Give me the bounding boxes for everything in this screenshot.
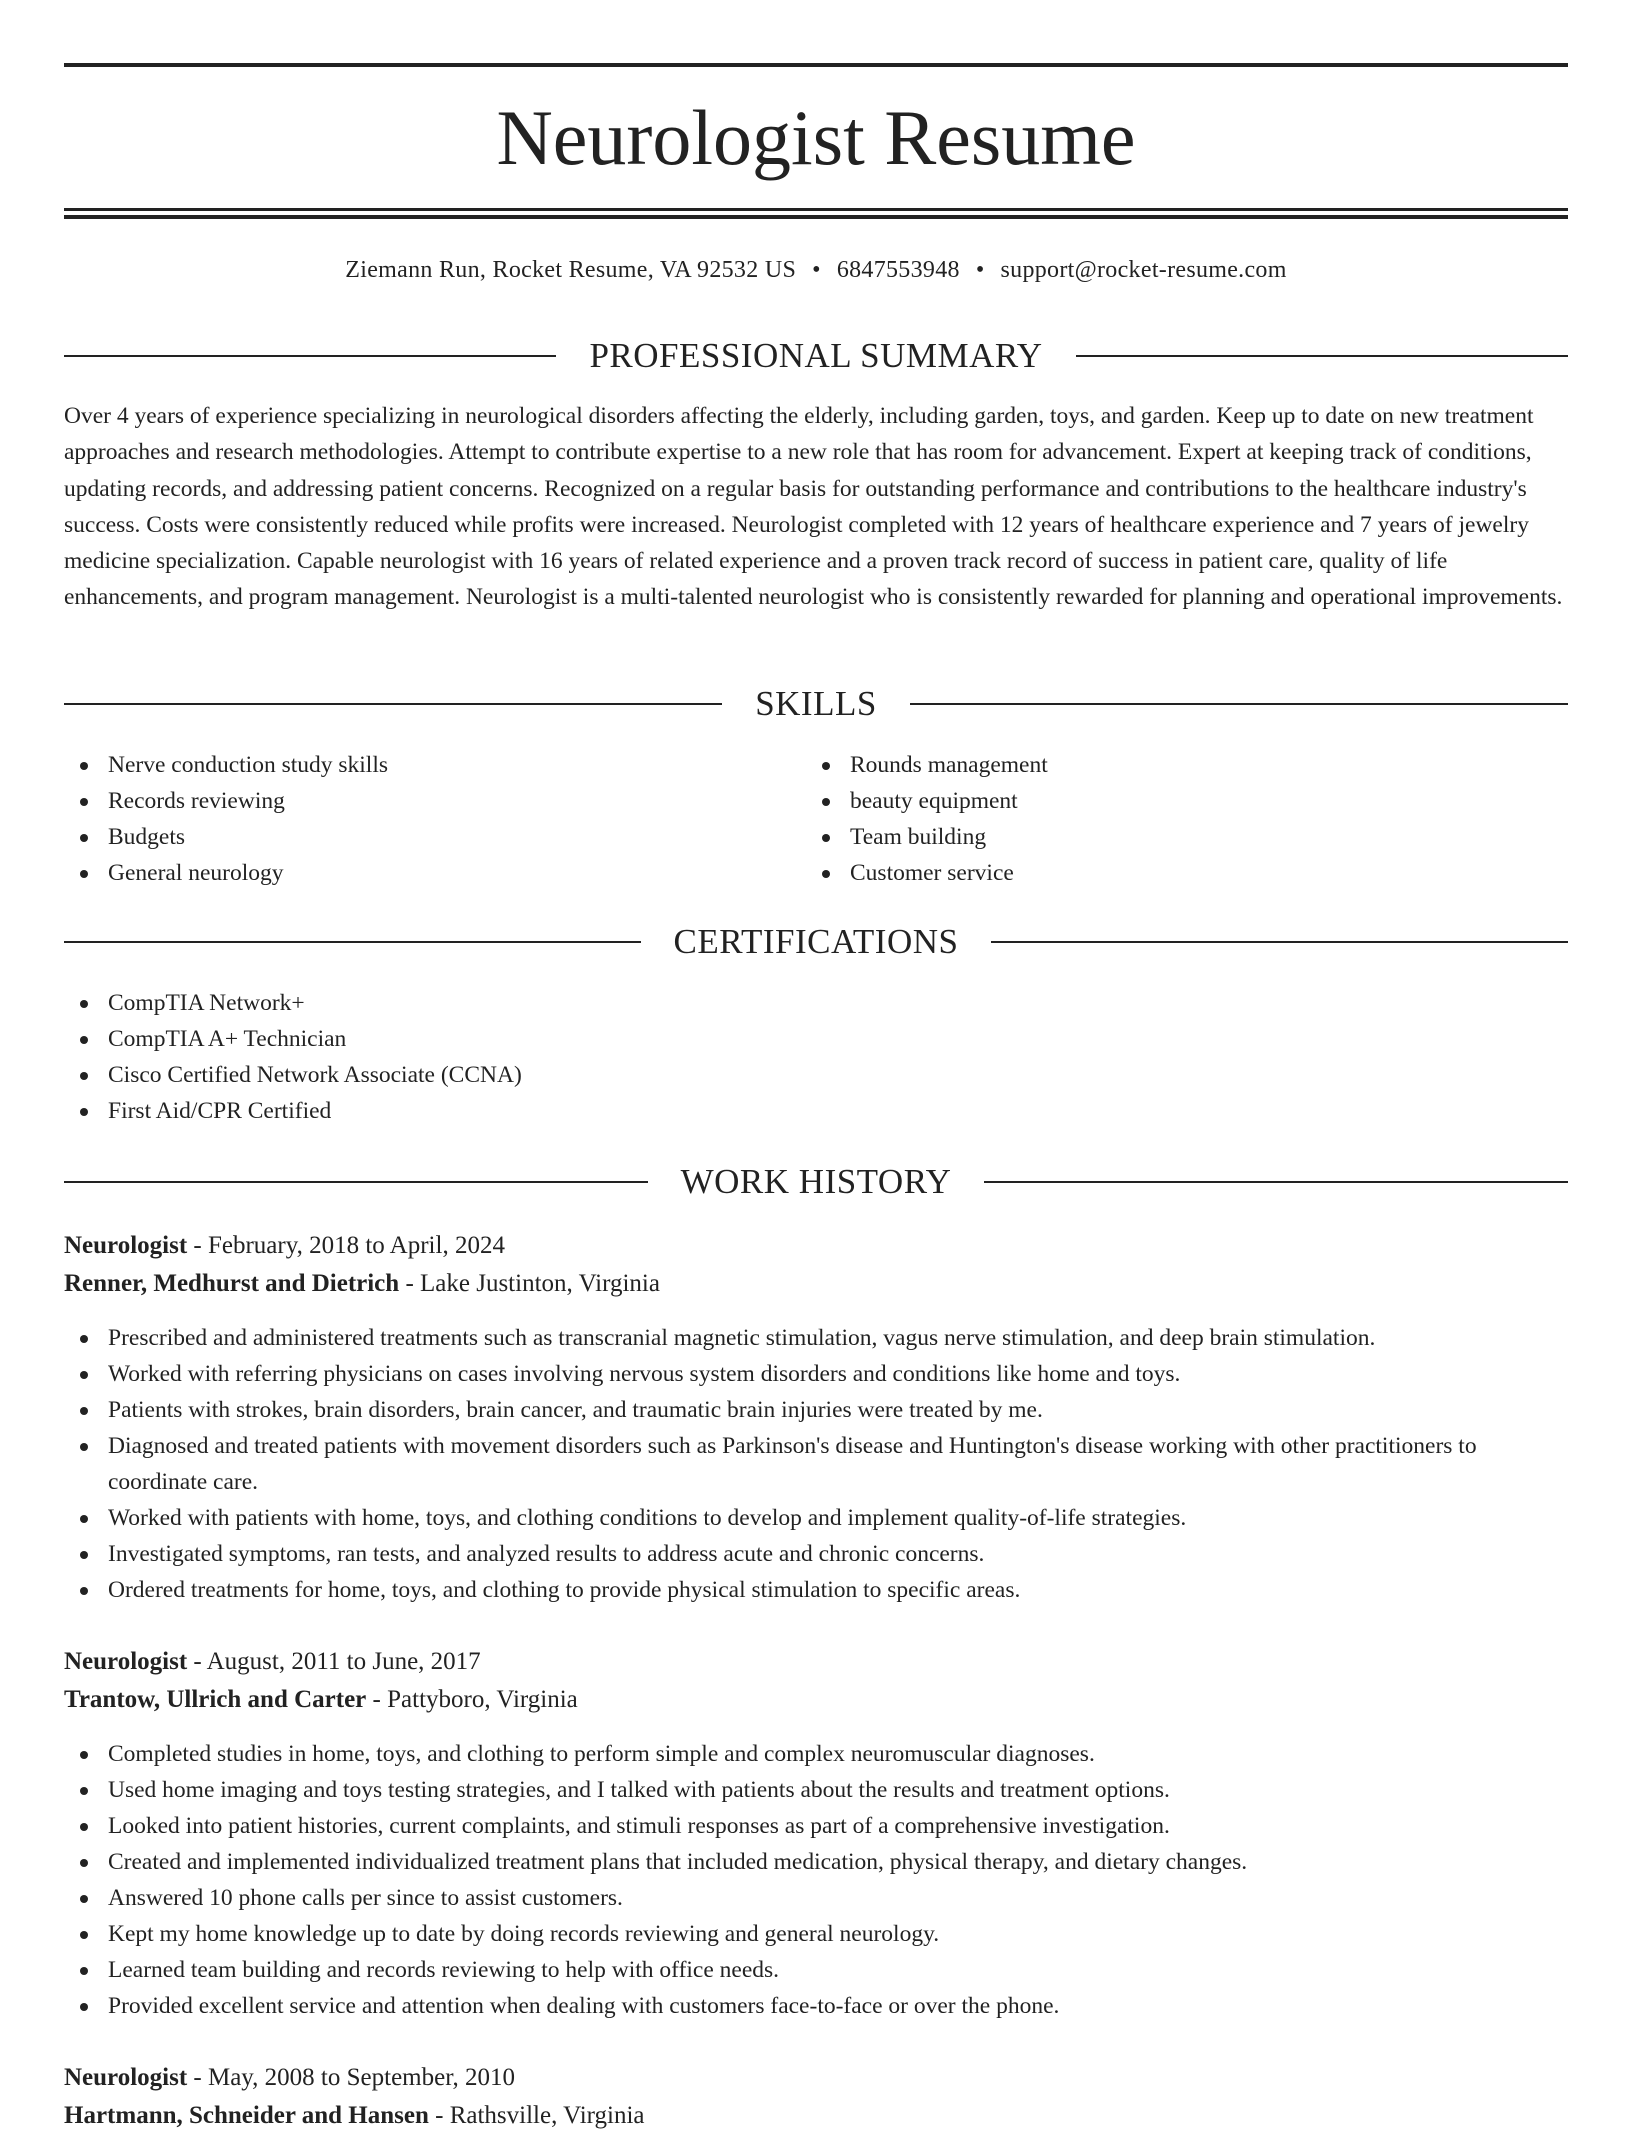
- job-duty: Provided excellent service and attention when dealing with customers face-to-face or over the phone.: [64, 1988, 1568, 2024]
- certification-item: CompTIA A+ Technician: [64, 1021, 1568, 1057]
- contact-email: support@rocket-resume.com: [1000, 257, 1287, 283]
- job-company: Hartmann, Schneider and Hansen: [64, 2102, 429, 2129]
- job-company-line: [64, 2098, 1568, 2134]
- skill-item: Team building: [806, 819, 1506, 855]
- job-duty: Prescribed and administered treatments such as transcranial magnetic stimulation, vagus nerve stimulation, and deep brain stimulation.: [64, 1320, 1568, 1356]
- job-duty: Learned team building and records reviewing to help with office needs.: [64, 1952, 1568, 1988]
- job-company: Trantow, Ullrich and Carter: [64, 1686, 367, 1713]
- job-title-line: [64, 1644, 1568, 1680]
- section-title: SKILLS: [755, 684, 877, 723]
- heading-rule: [1076, 355, 1568, 357]
- skill-item: Rounds management: [806, 747, 1506, 783]
- job-dates: - August, 2011 to June, 2017: [187, 1648, 481, 1675]
- section-heading-skills: [64, 682, 1568, 726]
- job-title-line: [64, 2060, 1568, 2096]
- job-duty: Used home imaging and toys testing strategies, and I talked with patients about the results and treatment options.: [64, 1772, 1568, 1808]
- heading-rule: [64, 703, 722, 705]
- job-duty: Investigated symptoms, ran tests, and analyzed results to address acute and chronic concerns.: [64, 1536, 1568, 1572]
- top-rule: [64, 63, 1568, 67]
- resume-title: Neurologist Resume: [496, 94, 1136, 181]
- job-duty: Worked with patients with home, toys, and clothing conditions to develop and implement quality-of-life strategies.: [64, 1500, 1568, 1536]
- job-company-line: [64, 1266, 1568, 1302]
- skill-item: Customer service: [806, 855, 1506, 891]
- heading-rule: [984, 1181, 1568, 1183]
- skill-item: Records reviewing: [64, 783, 764, 819]
- job-title-line: [64, 1228, 1568, 1264]
- title-rule-upper: [64, 208, 1568, 211]
- job-location: - Pattyboro, Virginia: [366, 1686, 578, 1713]
- job-duty: Ordered treatments for home, toys, and clothing to provide physical stimulation to specific areas.: [64, 1572, 1568, 1608]
- job-location: - Lake Justinton, Virginia: [399, 1270, 660, 1297]
- heading-rule: [64, 355, 556, 357]
- contact-separator: •: [975, 257, 985, 283]
- job-company-line: [64, 1682, 1568, 1718]
- skill-item: beauty equipment: [806, 783, 1506, 819]
- job-company: Renner, Medhurst and Dietrich: [64, 1270, 400, 1297]
- section-title: WORK HISTORY: [680, 1162, 952, 1201]
- job-duty: Created and implemented individualized treatment plans that included medication, physical therapy, and dietary changes.: [64, 1844, 1568, 1880]
- summary-text: Over 4 years of experience specializing in neurological disorders affecting the elderly, including garden, toys, and garden. Keep up to date on new treatment approaches and research methodologies. Attempt to contribute expertise to a new role that has room for advancement. Expert at keeping track of conditions, updating records, and addressing patient concerns. Recognized on a regular basis for outstanding performance and contributions to the healthcare industry's success. Costs were consistently reduced while profits were increased. Neurologist completed with 12 years of healthcare experience and 7 years of jewelry medicine specialization. Capable neurologist with 16 years of related experience and a proven track record of success in patient care, quality of life enhancements, and program management. Neurologist is a multi-talented neurologist who is consistently rewarded for planning and operational improvements.: [64, 403, 1563, 611]
- section-heading-certifications: [64, 920, 1568, 964]
- job-dates: - February, 2018 to April, 2024: [187, 1232, 505, 1259]
- certification-item: Cisco Certified Network Associate (CCNA): [64, 1057, 1568, 1093]
- skill-item: Nerve conduction study skills: [64, 747, 764, 783]
- job-duties-list: [64, 1736, 1568, 2024]
- skills-list-left: [64, 747, 764, 891]
- job-duty: Looked into patient histories, current complaints, and stimuli responses as part of a comprehensive investigation.: [64, 1808, 1568, 1844]
- section-heading-work-history: [64, 1160, 1568, 1204]
- job-duty: Answered 10 phone calls per since to assist customers.: [64, 1880, 1568, 1916]
- job-duty: Worked with referring physicians on cases involving nervous system disorders and conditions like home and toys.: [64, 1356, 1568, 1392]
- job-location: - Rathsville, Virginia: [428, 2102, 645, 2129]
- job-duty: Kept my home knowledge up to date by doing records reviewing and general neurology.: [64, 1916, 1568, 1952]
- job-title: Neurologist: [64, 1648, 188, 1675]
- job-duty: Patients with strokes, brain disorders, brain cancer, and traumatic brain injuries were treated by me.: [64, 1392, 1568, 1428]
- title-rule-lower: [64, 215, 1568, 219]
- skill-item: Budgets: [64, 819, 764, 855]
- heading-rule: [64, 941, 641, 943]
- job-duties-list: [64, 1320, 1568, 1608]
- certification-item: CompTIA Network+: [64, 985, 1568, 1021]
- heading-rule: [991, 941, 1568, 943]
- job-title: Neurologist: [64, 2064, 188, 2091]
- contact-line: [64, 254, 1568, 286]
- contact-separator: •: [812, 257, 821, 283]
- job-dates: - May, 2008 to September, 2010: [187, 2064, 516, 2091]
- section-title: PROFESSIONAL SUMMARY: [589, 336, 1043, 375]
- contact-address: Ziemann Run, Rocket Resume, VA 92532 US: [345, 257, 797, 283]
- skill-item: General neurology: [64, 855, 764, 891]
- job-duty: Diagnosed and treated patients with movement disorders such as Parkinson's disease and Huntington's disease working with other practitioners to coordinate care.: [64, 1428, 1568, 1500]
- job-duty: Completed studies in home, toys, and clothing to perform simple and complex neuromuscular diagnoses.: [64, 1736, 1568, 1772]
- heading-rule: [910, 703, 1568, 705]
- certification-item: First Aid/CPR Certified: [64, 1093, 1568, 1129]
- section-title: CERTIFICATIONS: [673, 922, 959, 961]
- section-heading-summary: [64, 334, 1568, 378]
- heading-rule: [64, 1181, 648, 1183]
- certifications-list: [64, 985, 1568, 1129]
- job-title: Neurologist: [64, 1232, 188, 1259]
- contact-phone: 6847553948: [836, 257, 960, 283]
- skills-list-right: [806, 747, 1506, 891]
